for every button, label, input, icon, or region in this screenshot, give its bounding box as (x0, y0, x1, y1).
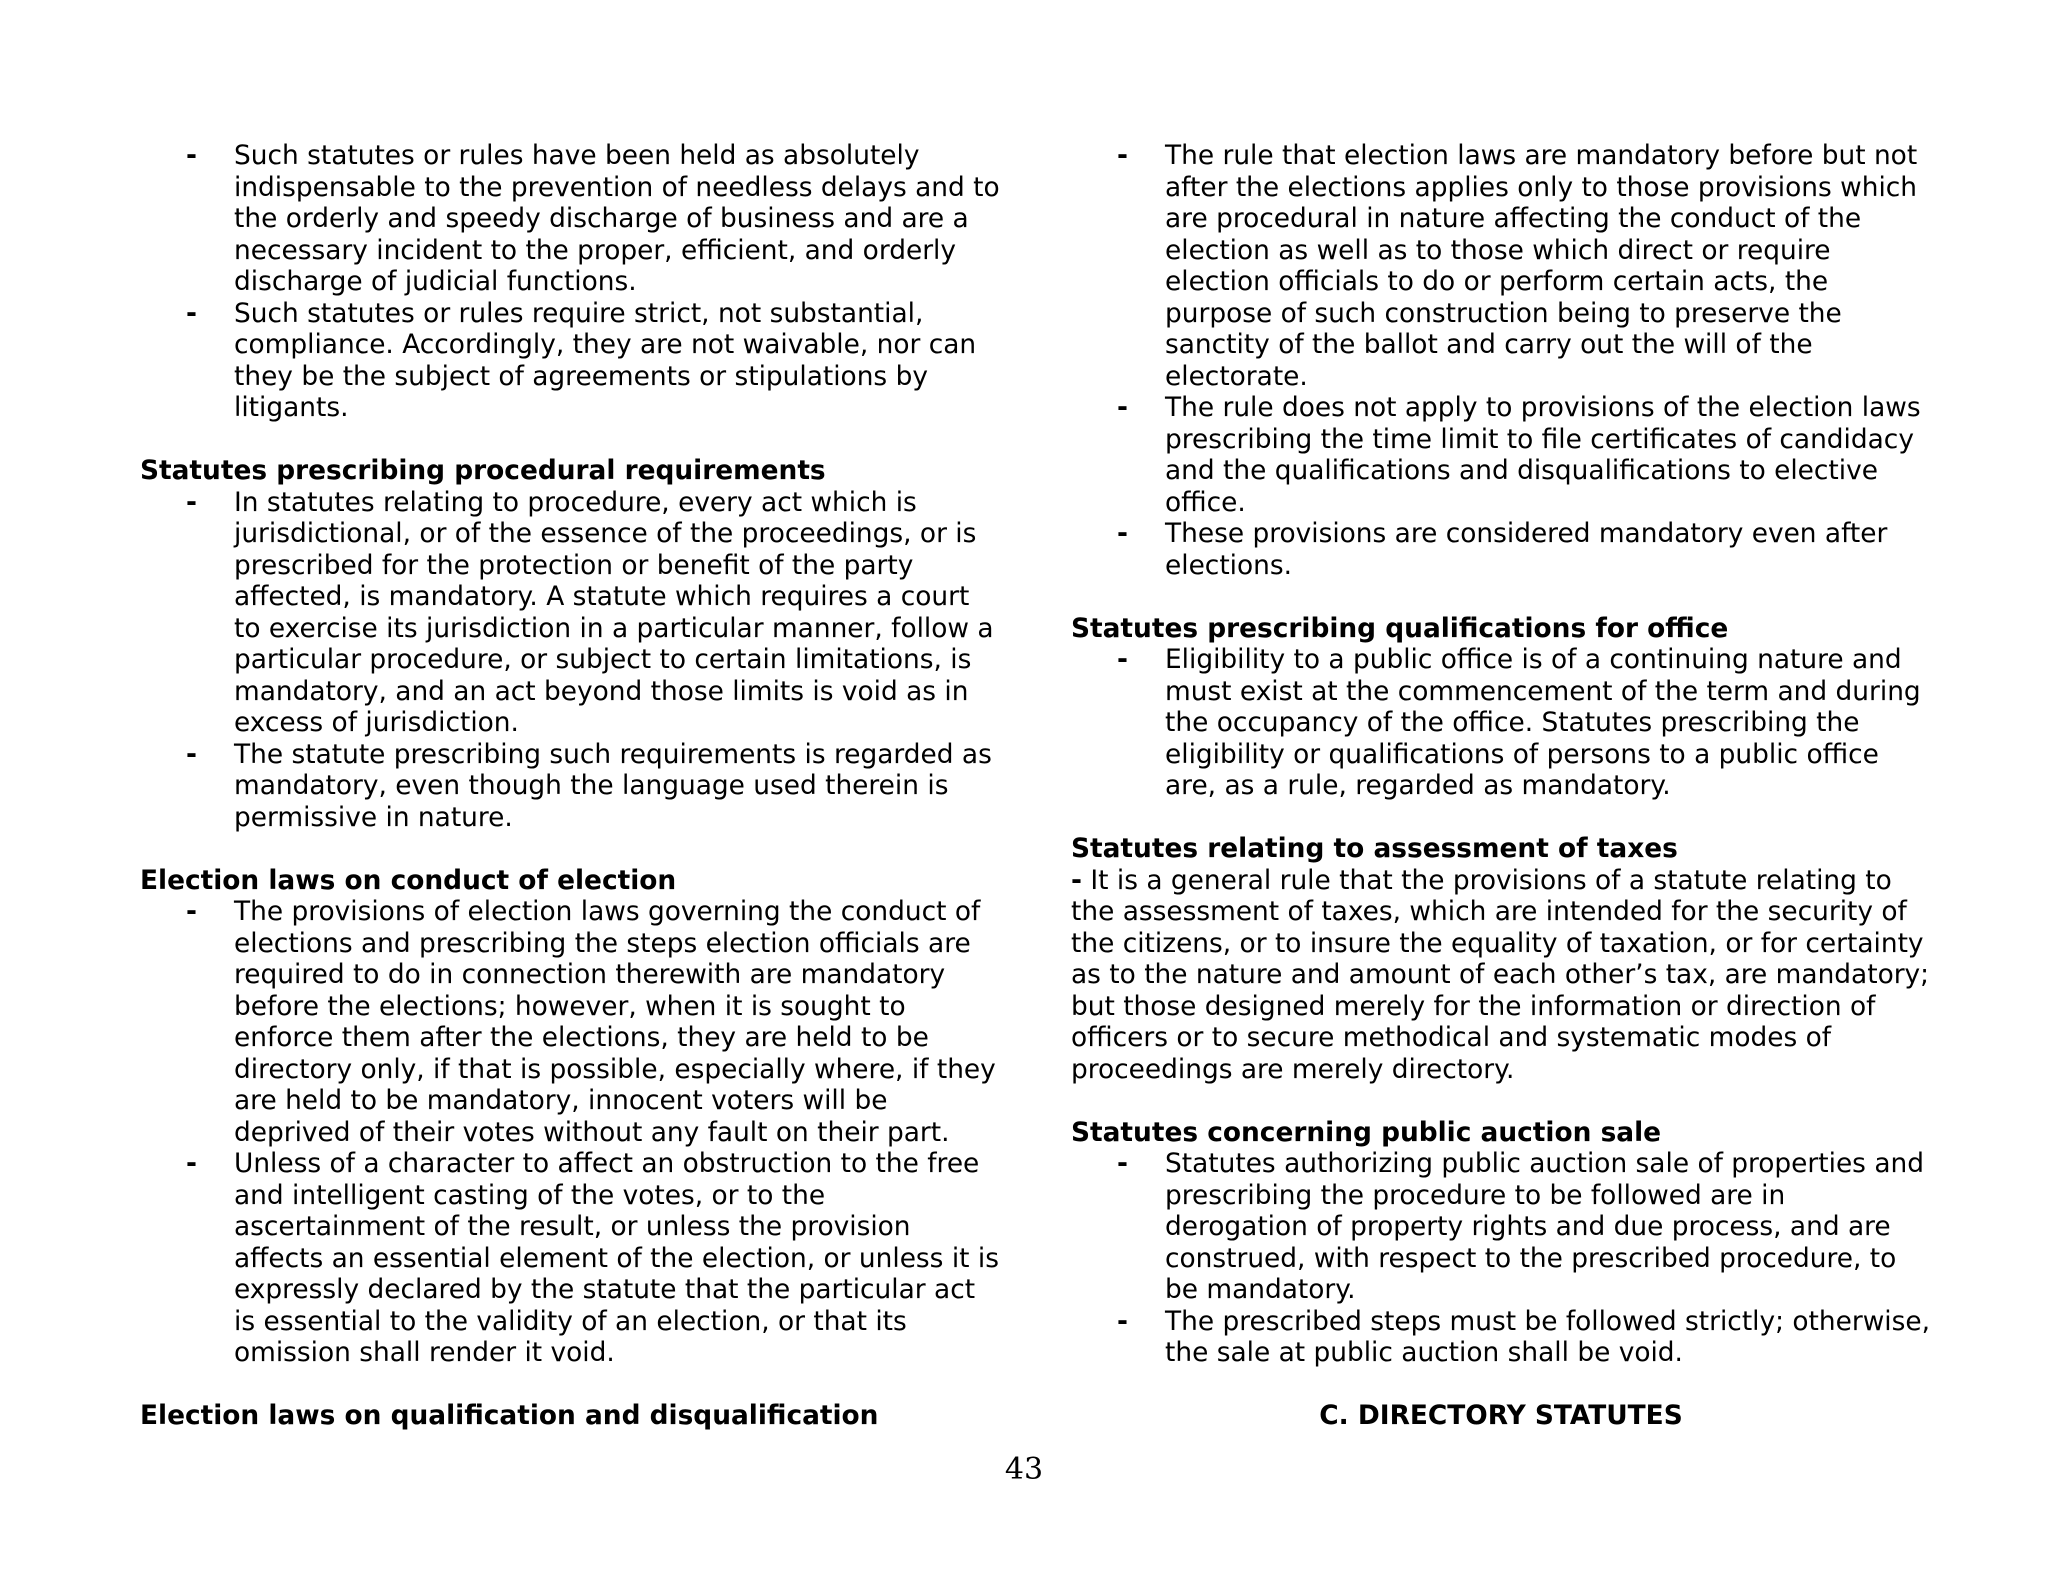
bullet-dash: - (1117, 1148, 1128, 1179)
section-heading: Election laws on conduct of election (140, 864, 677, 896)
list-item (1071, 518, 1931, 581)
auction-section (1071, 1117, 1931, 1369)
election-conduct-section (140, 865, 1000, 1369)
list-item (140, 896, 1000, 1148)
bullet-text: Eligibility to a public office is of a continuing nature and must exist at the commencement of the term and during the occupancy of the office. Statutes prescribing the eligibility or qualifications of persons to a public office are, as a rule, regarded as mandatory. (1165, 644, 1921, 801)
section-heading: Statutes relating to assessment of taxes (1071, 833, 1678, 864)
section-heading: Statutes prescribing procedural requirements (140, 455, 826, 486)
page-number: 43 (1004, 1452, 1044, 1487)
section-heading: C. DIRECTORY STATUTES (1319, 1400, 1683, 1431)
bullet-dash: - (186, 297, 197, 329)
bullet-list (1071, 644, 1931, 802)
procedural-section (140, 455, 1000, 833)
bullet-text: Unless of a character to affect an obstruction to the free and intelligent casting of the votes, or to the ascertainment of the result, or unless the provision affects an essential element of the election, or unless it is expressly declared by the statute that the particular act is essential to the validity of an election, or that its omission shall render it void. (234, 1148, 999, 1368)
bullet-text: Such statutes or rules require strict, not substantial, compliance. Accordingly, they are not waivable, nor can they be the subject of agreements or stipulations by litigants. (234, 297, 977, 423)
bullet-list (140, 896, 1000, 1369)
bullet-dash: - (1117, 518, 1128, 549)
bullet-text: The rule does not apply to provisions of the election laws prescribing the time limit to file certificates of candidacy and the qualifications and disqualifications to elective office. (1165, 392, 1921, 518)
bullet-list (140, 140, 1000, 424)
paragraph-text: It is a general rule that the provisions of a statute relating to the assessment of taxes, which are intended for the security of the citizens, or to insure the equality of taxation, or for certainty as to the nature and amount of each other’s tax, are mandatory; but those designed merely for the information or direction of officers or to secure methodical and systematic modes of proceedings are merely directory. (1071, 864, 1930, 1085)
bullet-text: The statute prescribing such requirements is regarded as mandatory, even though the language used therein is permissive in nature. (234, 738, 992, 833)
bullet-dash: - (1117, 140, 1128, 171)
list-item (140, 739, 1000, 834)
bullet-text: These provisions are considered mandatory even after elections. (1165, 518, 1888, 581)
list-item (140, 1148, 1000, 1369)
section-heading: Election laws on qualification and disqualification (140, 1400, 879, 1431)
directory-section (1071, 1400, 1931, 1432)
bullet-text: The rule that election laws are mandatory before but not after the elections applies only to those provisions which are procedural in nature affecting the conduct of the election as well as to those which direct or require election officials to do or perform certain acts, the purpose of such construction being to preserve the sanctity of the ballot and carry out the will of the electorate. (1165, 140, 1918, 392)
bullet-dash: - (186, 1148, 197, 1179)
right-column (1071, 140, 1931, 1432)
bullet-dash: - (1117, 1305, 1128, 1337)
bullet-text: The provisions of election laws governing the conduct of elections and prescribing the steps election officials are required to do in connection therewith are mandatory before the elections; however, when it is sought to enforce them after the elections, they are held to be directory only, if that is possible, especially where, if they are held to be mandatory, innocent voters will be deprived of their votes without any fault on their part. (234, 896, 996, 1148)
section-heading: Statutes prescribing qualifications for office (1071, 612, 1729, 644)
bullet-dash: - (186, 140, 197, 171)
bullet-list (1071, 140, 1931, 581)
bullet-dash: - (1071, 864, 1082, 896)
bullet-text: Such statutes or rules have been held as absolutely indispensable to the prevention of needless delays and to the orderly and speedy discharge of business and are a necessary incident to the proper, efficient, and orderly discharge of judicial functions. (234, 140, 1000, 297)
bullet-dash: - (186, 738, 197, 770)
list-item (1071, 392, 1931, 518)
election-qualification-section (140, 1400, 1000, 1432)
bullet-dash: - (1117, 392, 1128, 423)
bullet-dash: - (186, 486, 197, 518)
taxes-paragraph (1071, 865, 1931, 1086)
bullet-dash: - (1117, 644, 1128, 675)
list-item (1071, 644, 1931, 802)
taxes-section (1071, 833, 1931, 1085)
list-item (140, 298, 1000, 424)
left-column (140, 140, 1000, 1432)
list-item (140, 140, 1000, 298)
list-item (1071, 1148, 1931, 1306)
bullet-text: In statutes relating to procedure, every act which is jurisdictional, or of the essence of the proceedings, or is prescribed for the protection or benefit of the party affected, is mandatory. A statute which requires a court to exercise its jurisdiction in a particular manner, follow a particular procedure, or subject to certain limitations, is mandatory, and an act beyond those limits is void as in excess of jurisdiction. (234, 486, 994, 738)
section-heading: Statutes concerning public auction sale (1071, 1116, 1662, 1148)
list-item (1071, 1306, 1931, 1369)
bullet-text: Statutes authorizing public auction sale of properties and prescribing the procedure to be followed are in derogation of property rights and due process, and are construed, with respect to the prescribed procedure, to be mandatory. (1165, 1148, 1924, 1305)
list-item (140, 487, 1000, 739)
bullet-list (140, 487, 1000, 834)
bullet-dash: - (186, 896, 197, 927)
bullet-list (1071, 1148, 1931, 1369)
intro-section-left (140, 140, 1000, 424)
qualifications-section (1071, 613, 1931, 802)
bullet-text: The prescribed steps must be followed strictly; otherwise, the sale at public auction shall be void. (1165, 1305, 1930, 1368)
list-item (1071, 140, 1931, 392)
intro-section-right (1071, 140, 1931, 581)
